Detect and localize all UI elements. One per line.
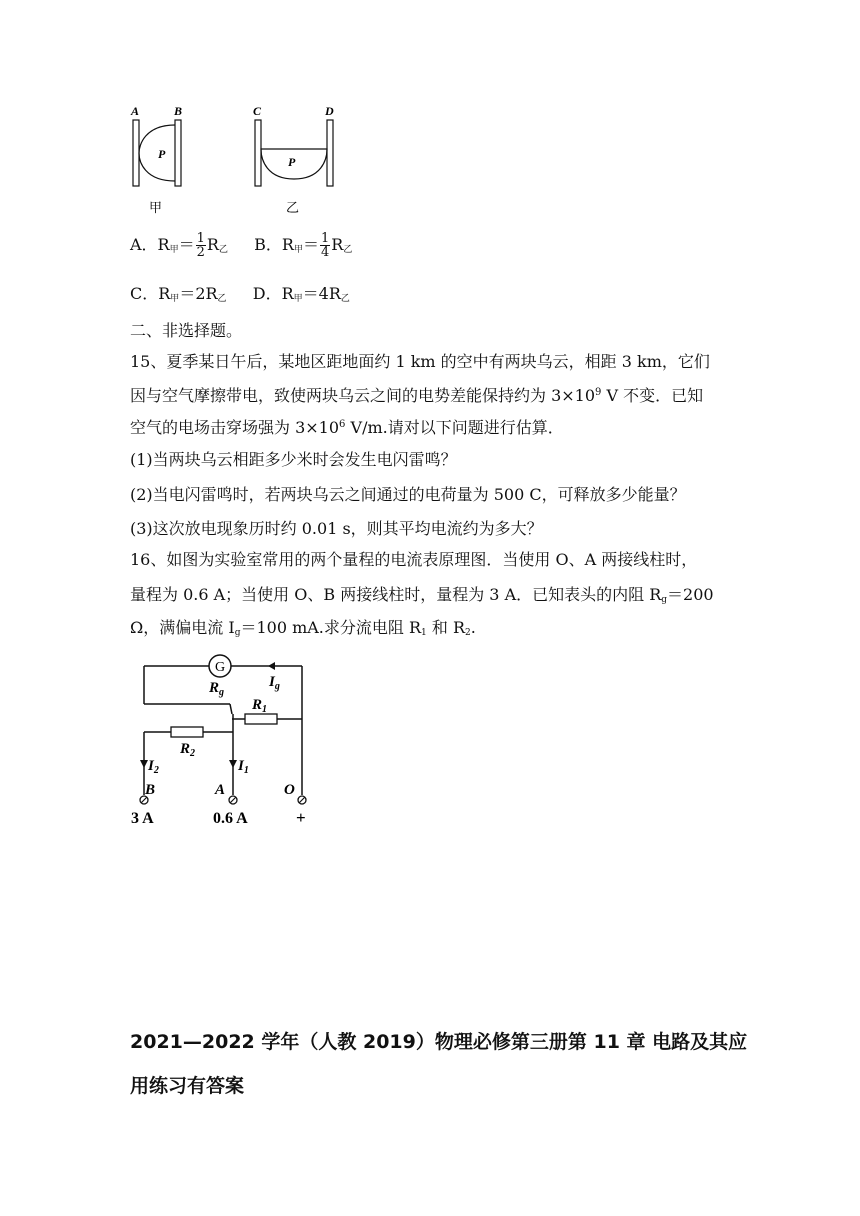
- options-row-cd: [130, 283, 350, 310]
- label-ig: $I_g$: [269, 674, 280, 692]
- label-r2: $R_2$: [180, 741, 196, 759]
- q15-line2: 因与空气摩擦带电，致使两块乌云之间的电势差能保持约为 $3\times 10^9$ V 不变．已知: [130, 386, 704, 405]
- label-range-3a: 3 A: [131, 810, 154, 827]
- label-r1: $R_1$: [252, 697, 268, 715]
- q16-line2: 量程为 0.6 A；当使用 O、B 两接线柱时，量程为 3 A．已知表头的内阻 $R_g=200$: [130, 585, 714, 605]
- label-i1: $I_1$: [238, 758, 249, 776]
- label-p-right: P: [288, 155, 296, 169]
- q15-sub1: (1)当两块乌云相距多少米时会发生电闪雷鸣？: [130, 450, 457, 469]
- galvanometer-label: G: [214, 660, 226, 675]
- option-b: B．$R_甲=$ $\frac{1}{4}$ $R_乙$: [254, 231, 353, 260]
- footer-title-line2: 用练习有答案: [130, 1075, 245, 1097]
- plate-d: [327, 120, 333, 186]
- label-terminal-b: B: [145, 782, 156, 798]
- resistor-r1: [245, 714, 277, 724]
- label-i2: $I_2$: [148, 758, 159, 776]
- options-row-ab: [130, 232, 352, 259]
- figure-conductor-plates: [125, 100, 355, 225]
- q16-line3: Ω，满偏电流 $I_g=100$ mA.求分流电阻 $R_1$ 和 $R_2$.: [130, 618, 476, 638]
- plate-a: [133, 120, 139, 186]
- resistor-r2: [171, 727, 203, 737]
- label-rg: $R_g$: [209, 680, 225, 698]
- label-plate-c: C: [253, 104, 262, 118]
- plate-b: [175, 120, 181, 186]
- label-plate-d: D: [325, 104, 334, 118]
- label-p-left: P: [158, 147, 166, 161]
- arrow-i2-icon: [140, 760, 148, 768]
- plate-c: [255, 120, 261, 186]
- option-c: C．$R_甲=2R_乙$: [130, 284, 227, 304]
- label-terminal-a: A: [215, 782, 226, 798]
- arrow-ig-icon: [268, 662, 275, 670]
- label-plate-b: B: [174, 104, 183, 118]
- option-a: A．$R_甲=$ $\frac{1}{2}$ $R_乙$: [130, 231, 228, 260]
- footer-title-line1: 2021—2022 学年（人教 2019）物理必修第三册第 11 章 电路及其应: [130, 1031, 748, 1053]
- fraction-a: $\frac{1}{2}$: [196, 231, 205, 260]
- q15-line3: 空气的电场击穿场强为 $3\times 10^6$ V/m.请对以下问题进行估算．: [130, 418, 564, 437]
- q15-line1: 15、夏季某日午后，某地区距地面约 1 km 的空中有两块乌云，相距 3 km，它们: [130, 352, 710, 371]
- arrow-i1-icon: [229, 760, 237, 768]
- q15-sub3: (3)这次放电现象历时约 0.01 s，则其平均电流约为多大？: [130, 519, 543, 538]
- conductor-p-left: [139, 125, 175, 181]
- label-range-plus: +: [296, 808, 306, 827]
- caption-yi: 乙: [286, 200, 300, 215]
- caption-jia: 甲: [149, 200, 163, 215]
- option-d: D．$R_甲=4R_乙$: [252, 284, 350, 304]
- label-terminal-o: O: [284, 782, 295, 798]
- label-range-06a: 0.6 A: [213, 810, 248, 827]
- section-heading: 二、非选择题。: [130, 321, 243, 340]
- label-plate-a: A: [131, 104, 140, 118]
- circuit-ammeter-diagram: [125, 650, 325, 830]
- q16-line1: 16、如图为实验室常用的两个量程的电流表原理图．当使用 O、A 两接线柱时，: [130, 550, 698, 569]
- fraction-b: $\frac{1}{4}$: [321, 231, 330, 260]
- q15-sub2: (2)当电闪雷鸣时，若两块乌云之间通过的电荷量为 500 C，可释放多少能量？: [130, 485, 686, 504]
